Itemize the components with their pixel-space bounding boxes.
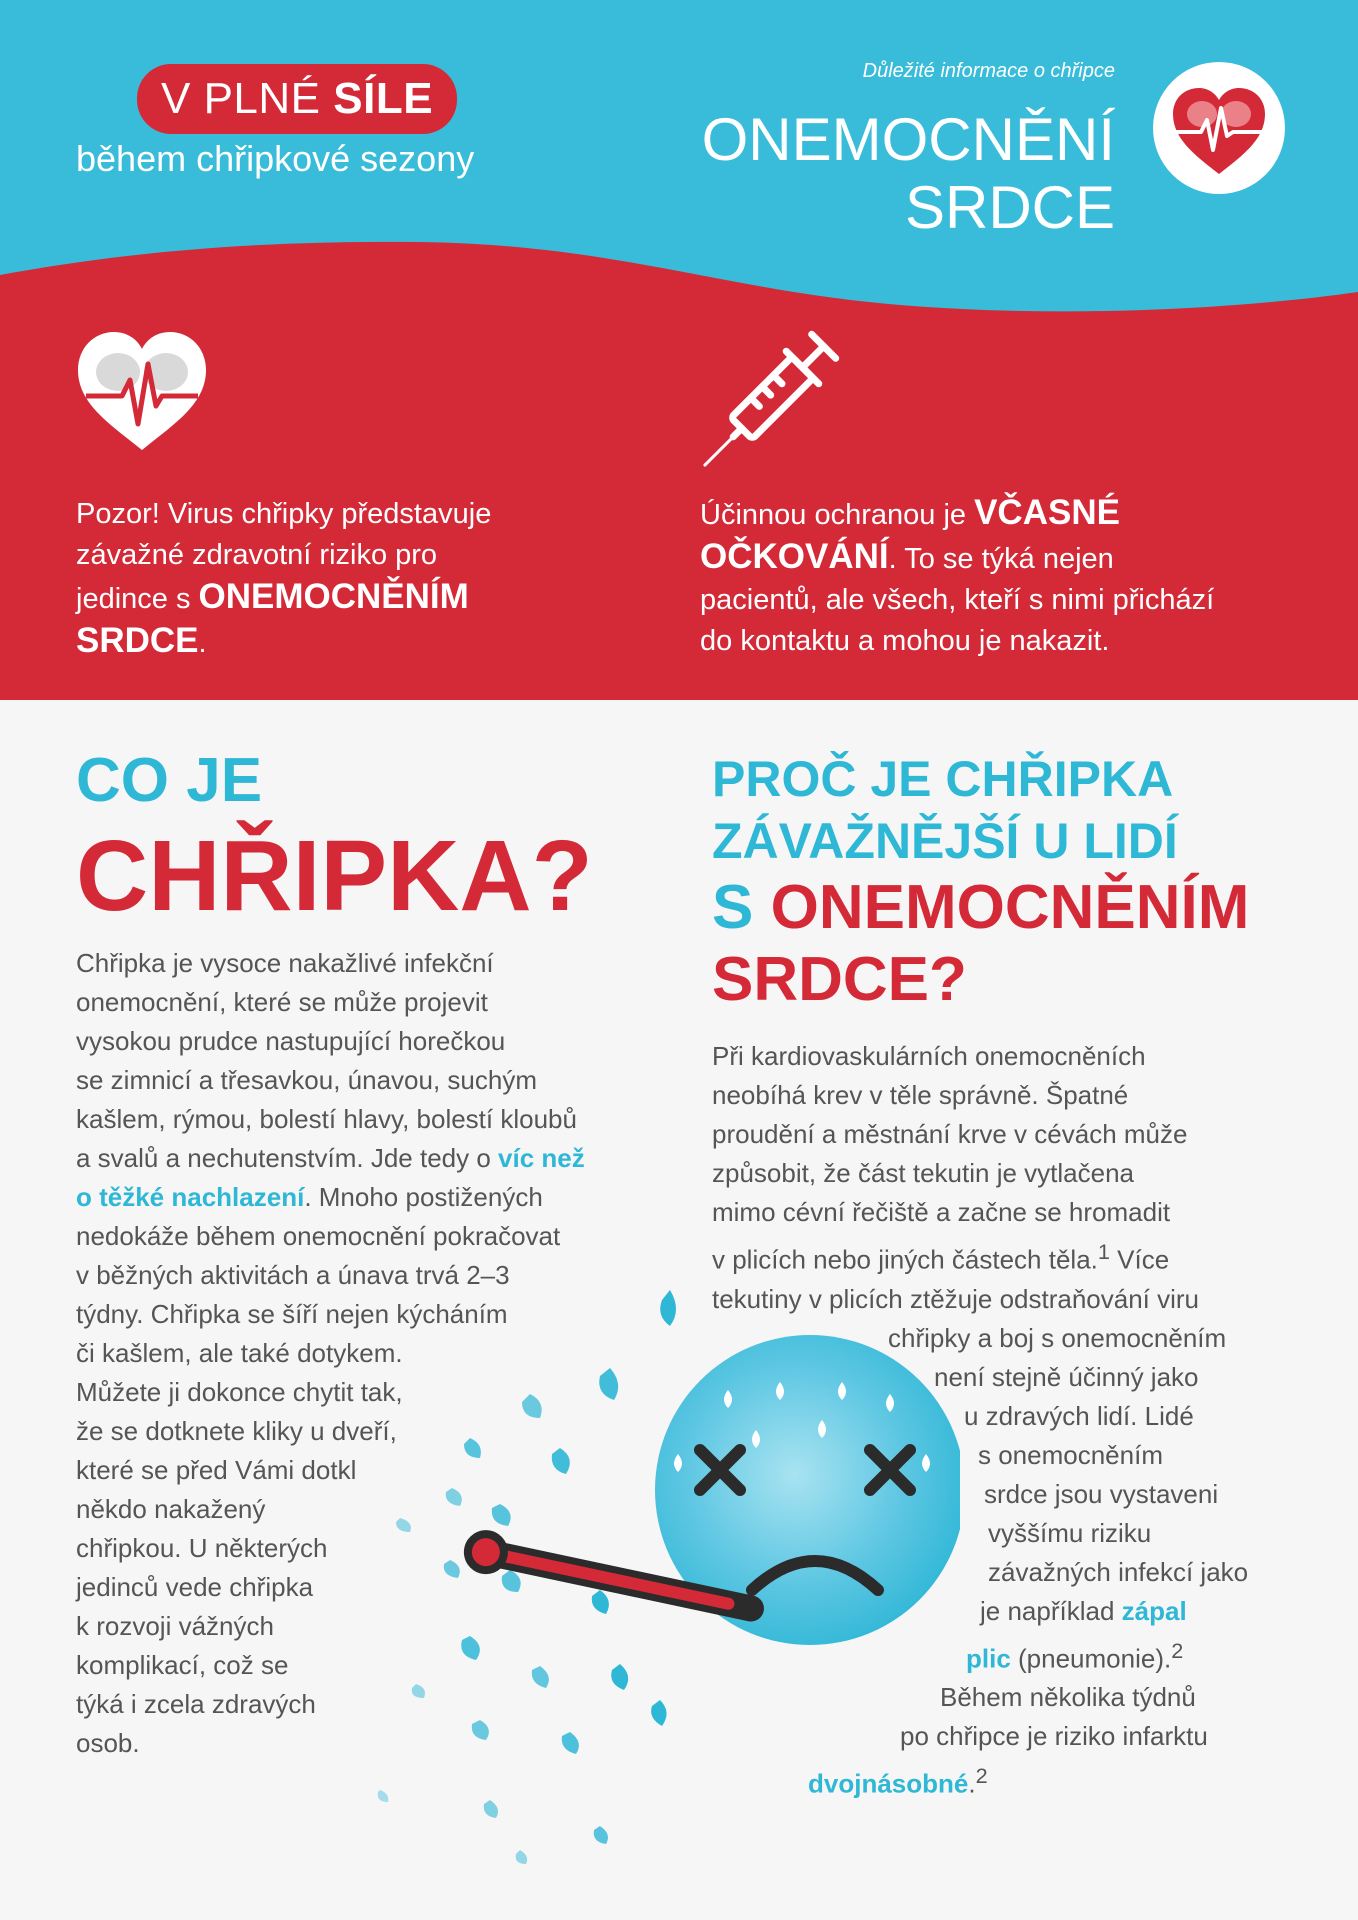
- body-line: [712, 1232, 1248, 1280]
- body-line: Můžete ji dokonce chytit tak,: [76, 1377, 403, 1407]
- body-line: vyššímu riziku: [988, 1517, 1152, 1548]
- body-line: v běžných aktivitách a únava trvá 2–3: [76, 1260, 510, 1290]
- risk-line: [76, 576, 546, 620]
- vaccination-emphasis: OČKOVÁNÍ: [700, 537, 889, 576]
- vaccination-line: pacientů, ale všech, kteří s nimi přichází: [700, 584, 1215, 616]
- body-text: . Mnoho postižených: [304, 1182, 543, 1212]
- body-line: či kašlem, ale také dotykem.: [76, 1338, 403, 1368]
- body-line: [76, 1178, 585, 1217]
- section1-body: [76, 944, 585, 1763]
- syringe-icon: [690, 330, 840, 480]
- body-text: .: [968, 1768, 976, 1799]
- badge-bold-text: SÍLE: [333, 74, 434, 123]
- body-line: onemocnění, které se může projevit: [76, 987, 488, 1017]
- vaccination-emphasis: VČASNÉ: [974, 493, 1120, 532]
- risk-emphasis: SRDCE: [76, 621, 199, 660]
- body-line: není stejně účinný jako: [934, 1361, 1199, 1392]
- body-text: Více: [1109, 1244, 1170, 1275]
- body-line: týká i zcela zdravých: [76, 1689, 316, 1719]
- footnote-ref: 2: [1171, 1637, 1184, 1663]
- body-highlight: víc než: [498, 1143, 585, 1173]
- body-line: způsobit, že část tekutin je vytlačena: [712, 1158, 1135, 1188]
- body-line: chřipkou. U některých: [76, 1533, 328, 1563]
- footnote-ref: 1: [1097, 1239, 1110, 1264]
- section2-heading-s: S: [712, 873, 771, 942]
- risk-emphasis: ONEMOCNĚNÍM: [198, 577, 469, 616]
- body-line: [76, 1139, 585, 1178]
- body-line: [712, 1592, 1248, 1631]
- body-text: je například: [980, 1595, 1122, 1626]
- vaccination-line: do kontaktu a mohou je nakazit.: [700, 625, 1110, 657]
- risk-statement: [76, 494, 546, 664]
- body-line: srdce jsou vystaveni: [984, 1478, 1219, 1509]
- body-line: neobíhá krev v těle správně. Špatné: [712, 1080, 1129, 1110]
- footnote-ref: 2: [975, 1763, 988, 1789]
- body-line: osob.: [76, 1728, 140, 1758]
- heart-icon: [72, 326, 212, 456]
- body-line: po chřipce je riziko infarktu: [900, 1721, 1208, 1752]
- body-text: a svalů a nechutenstvím. Jde tedy o: [76, 1143, 499, 1173]
- body-highlight: dvojnásobné: [808, 1768, 969, 1799]
- risk-line: Pozor! Virus chřipky představuje: [76, 498, 492, 530]
- section1-heading-big: CHŘIPKA?: [76, 820, 593, 932]
- badge-text: V PLNÉ: [161, 74, 334, 123]
- body-line: se zimnicí a třesavkou, únavou, suchým: [76, 1065, 537, 1095]
- section2-heading-red: ONEMOCNĚNÍM: [770, 873, 1250, 942]
- body-line: [712, 1756, 1248, 1804]
- heart-ecg-icon: [1153, 62, 1285, 194]
- page-title-line1: ONEMOCNĚNÍ: [701, 106, 1115, 173]
- section2-heading-line3: [712, 872, 1249, 944]
- page-title: [702, 106, 1115, 242]
- body-highlight: zápal: [1121, 1595, 1187, 1626]
- vaccination-line: [700, 536, 1280, 580]
- body-line: s onemocněním: [978, 1439, 1163, 1470]
- body-highlight: o těžké nachlazení: [76, 1182, 305, 1212]
- campaign-subtitle: během chřipkové sezony: [76, 138, 475, 179]
- body-line: nedokáže během onemocnění pokračovat: [76, 1221, 561, 1251]
- page-title-line2: SRDCE: [904, 174, 1115, 241]
- body-line: [712, 1631, 1248, 1679]
- vaccination-statement: [700, 492, 1280, 662]
- body-line: mimo cévní řečiště a začne se hromadit: [712, 1197, 1171, 1227]
- body-line: k rozvoji vážných: [76, 1611, 274, 1641]
- risk-line: [76, 620, 546, 664]
- body-line: u zdravých lidí. Lidé: [964, 1400, 1194, 1431]
- body-line: Chřipka je vysoce nakažlivé infekční: [76, 948, 494, 978]
- section2-body: [712, 1037, 1248, 1804]
- body-line: proudění a městnání krve v cévách může: [712, 1119, 1188, 1149]
- campaign-badge: [137, 64, 457, 134]
- risk-text: jedince s: [76, 583, 199, 615]
- body-line: komplikací, což se: [76, 1650, 289, 1680]
- vaccination-text: . To se týká nejen: [888, 543, 1114, 575]
- body-highlight: plic: [966, 1643, 1011, 1674]
- risk-text: .: [198, 627, 207, 659]
- section2-heading-line1: PROČ JE CHŘIPKA: [712, 751, 1174, 807]
- logo-badge: [1153, 62, 1285, 194]
- section2-heading-line4: SRDCE?: [712, 945, 967, 1014]
- vaccination-line: [700, 492, 1280, 536]
- vaccination-text: Účinnou ochranou je: [700, 499, 975, 531]
- body-line: vysokou prudce nastupující horečkou: [76, 1026, 506, 1056]
- body-line: tekutiny v plicích ztěžuje odstraňování viru: [712, 1283, 1200, 1314]
- body-line: kašlem, rýmou, bolestí hlavy, bolestí kloubů: [76, 1104, 577, 1134]
- body-text: (pneumonie).: [1010, 1643, 1172, 1674]
- body-line: někdo nakažený: [76, 1494, 266, 1524]
- section1-heading-small: CO JE: [76, 746, 263, 815]
- body-line: chřipky a boj s onemocněním: [888, 1322, 1227, 1353]
- body-line: jedinců vede chřipka: [76, 1572, 314, 1602]
- section2-heading: [712, 748, 1249, 1016]
- body-text: v plicích nebo jiných částech těla.: [712, 1244, 1098, 1275]
- body-line: Během několika týdnů: [940, 1682, 1196, 1713]
- header-kicker: Důležité informace o chřipce: [862, 60, 1115, 82]
- risk-line: závažné zdravotní riziko pro: [76, 539, 438, 571]
- body-line: že se dotknete kliky u dveří,: [76, 1416, 397, 1446]
- body-line: Při kardiovaskulárních onemocněních: [712, 1041, 1146, 1071]
- section2-heading-line2: ZÁVAŽNĚJŠÍ U LIDÍ: [712, 813, 1178, 869]
- body-line: týdny. Chřipka se šíří nejen kýcháním: [76, 1299, 508, 1329]
- body-line: které se před Vámi dotkl: [76, 1455, 357, 1485]
- body-line: závažných infekcí jako: [988, 1556, 1249, 1587]
